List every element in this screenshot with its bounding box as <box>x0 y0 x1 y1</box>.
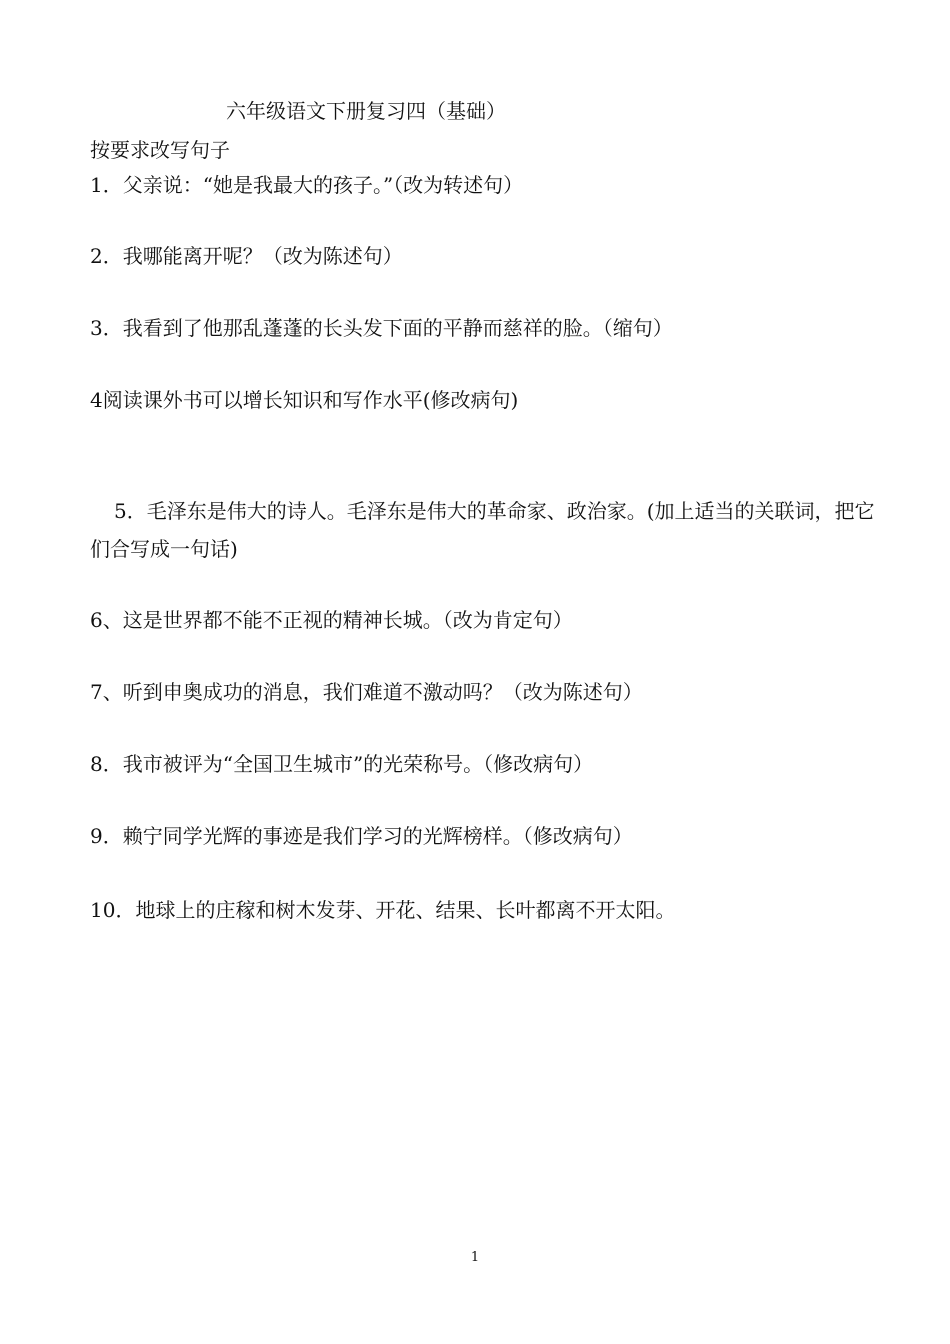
document-title: 六年级语文下册复习四（基础） <box>226 99 506 123</box>
question-6: 6、这是世界都不能不正视的精神长城。（改为肯定句） <box>90 608 573 632</box>
question-2: 2．我哪能离开呢？（改为陈述句） <box>90 244 403 268</box>
question-8: 8．我市被评为“全国卫生城市”的光荣称号。（修改病句） <box>90 752 594 776</box>
page-number: 1 <box>470 1250 480 1265</box>
question-9: 9．赖宁同学光辉的事迹是我们学习的光辉榜样。（修改病句） <box>90 824 633 848</box>
question-1: 1．父亲说：“她是我最大的孩子。”（改为转述句） <box>90 173 524 197</box>
section-heading: 按要求改写句子 <box>90 138 230 162</box>
question-3: 3．我看到了他那乱蓬蓬的长头发下面的平静而慈祥的脸。（缩句） <box>90 316 673 340</box>
question-10: 10．地球上的庄稼和树木发芽、开花、结果、长叶都离不开太阳。 <box>90 898 676 922</box>
question-5: 5．毛泽东是伟大的诗人。毛泽东是伟大的革命家、政治家。(加上适当的关联词，把它们合写成一句话) <box>90 499 875 561</box>
question-7: 7、听到申奥成功的消息，我们难道不激动吗？（改为陈述句） <box>90 680 643 704</box>
question-4: 4阅读课外书可以增长知识和写作水平(修改病句) <box>90 388 519 412</box>
